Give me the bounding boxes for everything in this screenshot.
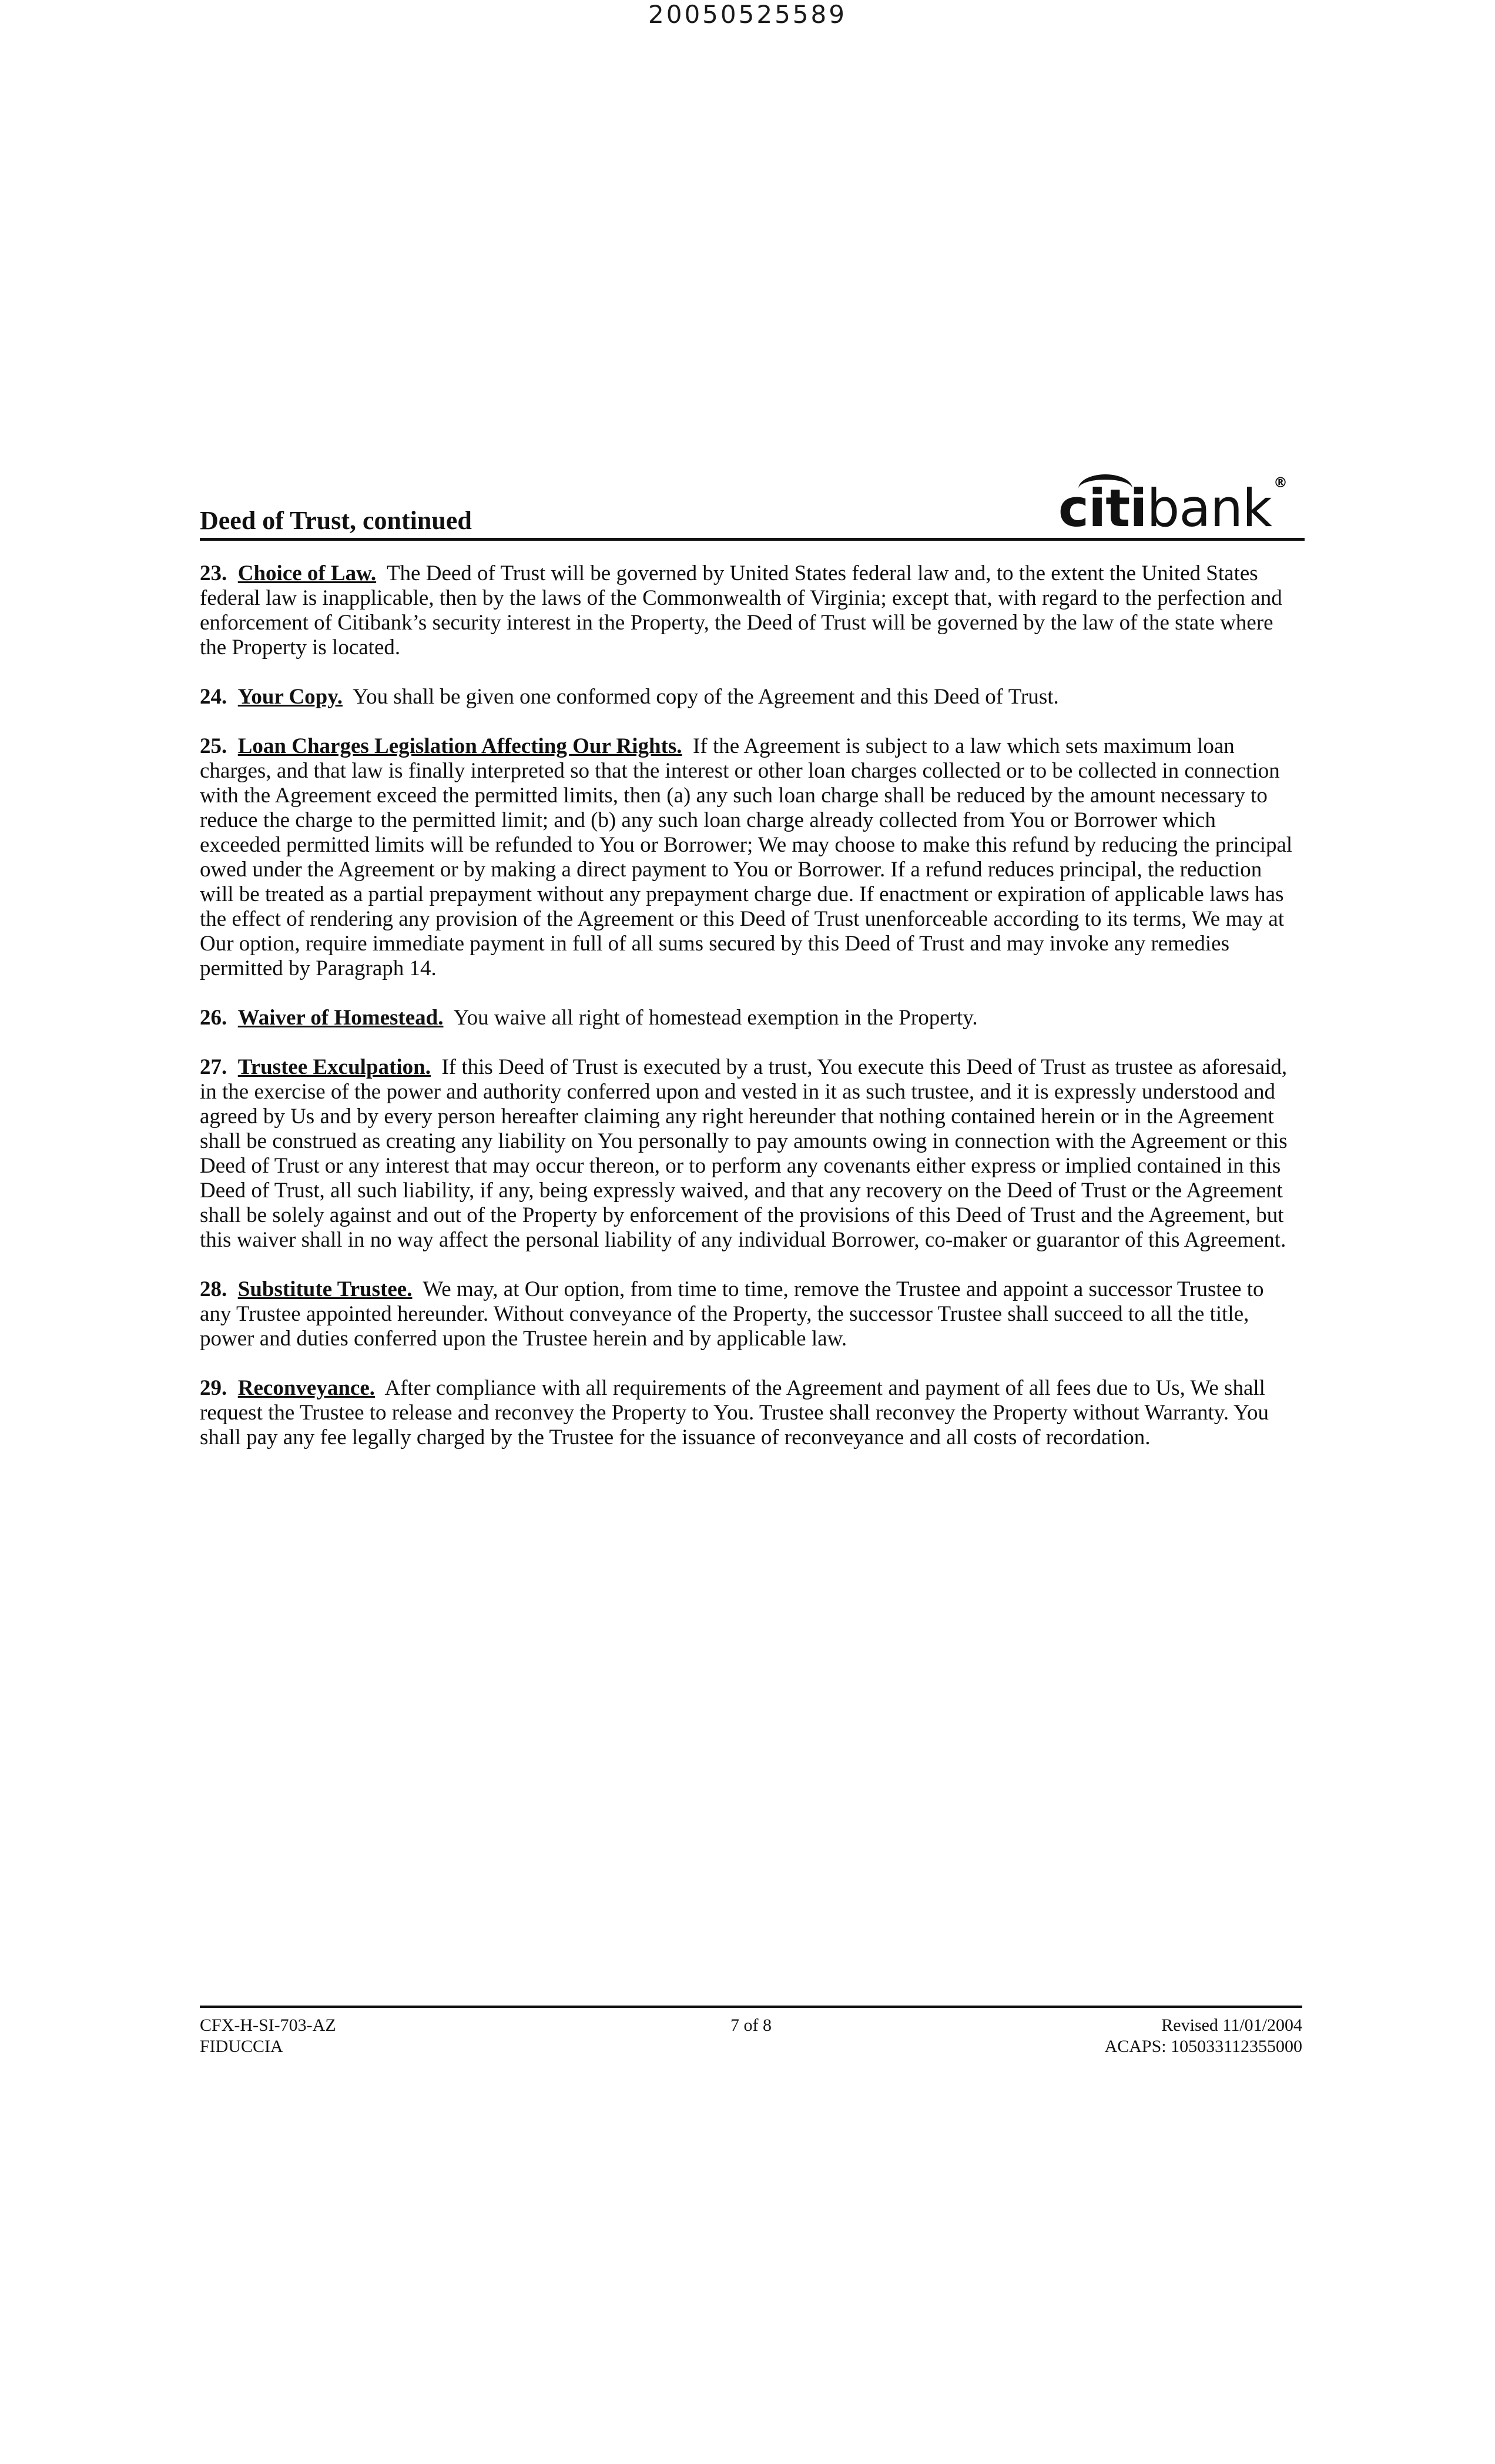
footer-revision-info — [1105, 2015, 1302, 2057]
revised-date: Revised 11/01/2004 — [1161, 2016, 1302, 2035]
paragraph-text: After compliance with all requirements of the Agreement and payment of all fees due to Us, We shall request the Trustee to release and reconvey the Property to You. Trustee shall reconvey the Property without Warranty. You shall pay any fee legally charged by the Trustee for the issuance of reconveyance and all costs of recordation. — [200, 1376, 1269, 1449]
paragraph-text: We may, at Our option, from time to time, remove the Trustee and appoint a successor Trustee to any Trustee appointed hereunder. Without conveyance of the Property, the successor Trustee shall succeed to all the title, power and duties conferred upon the Trustee herein and by applicable law. — [200, 1277, 1264, 1351]
form-code: CFX-H-SI-703-AZ — [200, 2016, 336, 2035]
paragraph-number: 23. — [200, 561, 227, 585]
paragraph-text: If this Deed of Trust is executed by a trust, You execute this Deed of Trust as trustee as aforesaid, in the exercise of the power and authority conferred upon and vested in it as such trustee, and it is expressly understood and agreed by Us and by every person hereafter claiming any right hereunder that nothing contained herein or in the Agreement shall be construed as creating any liability on You personally to pay amounts owing in connection with the Agreement or this Deed of Trust or any interest that may occur thereon, or to perform any covenants either express or implied contained in this Deed of Trust, all such liability, if any, being expressly waived, and that any recovery on the Deed of Trust or the Agreement shall be solely against and out of the Property by enforcement of the provisions of this Deed of Trust and the Agreement, but this waiver shall in no way affect the personal liability of any individual Borrower, co-maker or guarantor of this Agreement. — [200, 1055, 1288, 1252]
page-header — [200, 464, 1305, 541]
paragraph-23 — [200, 561, 1299, 660]
page-number: 7 of 8 — [730, 2016, 772, 2035]
paragraph-29 — [200, 1376, 1299, 1450]
paragraph-text: You waive all right of homestead exemption in the Property. — [453, 1006, 978, 1030]
paragraph-24 — [200, 685, 1299, 709]
document-number: 20050525589 — [648, 0, 847, 29]
paragraph-text: The Deed of Trust will be governed by United States federal law and, to the extent the United States federal law is inapplicable, then by the laws of the Commonwealth of Virginia; except that, with regard to the perfection and enforcement of Citibank’s security interest in the Property, the Deed of Trust will be governed by the law of the state where the Property is located. — [200, 561, 1282, 659]
page-footer — [200, 2006, 1302, 2061]
logo-bank: bank — [1147, 478, 1272, 538]
registered-mark: ® — [1273, 474, 1287, 491]
paragraph-28 — [200, 1277, 1299, 1351]
paragraph-number: 29. — [200, 1376, 227, 1400]
paragraph-text: If the Agreement is subject to a law which sets maximum loan charges, and that law is finally interpreted so that the interest or other loan charges collected or to be collected in connection with the Agreement exceed the permitted limits, then (a) any such loan charge shall be reduced by the amount necessary to reduce the charge to the permitted limit; and (b) any such loan charge already collected from You or Borrower which exceeded permitted limits will be refunded to You or Borrower; We may choose to make this refund by reducing the principal owed under the Agreement or by making a direct payment to You or Borrower. If a refund reduces principal, the reduction will be treated as a partial prepayment without any prepayment charge due. If enactment or expiration of applicable laws has the effect of rendering any provision of the Agreement or this Deed of Trust unenforceable according to its terms, We may at Our option, require immediate payment in full of all sums secured by this Deed of Trust and may invoke any remedies permitted by Paragraph 14. — [200, 734, 1293, 980]
paragraph-text: You shall be given one conformed copy of the Agreement and this Deed of Trust. — [353, 685, 1059, 709]
paragraph-number: 28. — [200, 1277, 227, 1301]
citibank-logo — [1058, 474, 1287, 538]
form-name: FIDUCCIA — [200, 2037, 283, 2056]
paragraph-number: 25. — [200, 734, 227, 758]
page-title: Deed of Trust, continued — [200, 506, 472, 535]
paragraph-heading: Loan Charges Legislation Affecting Our Rights. — [237, 734, 682, 758]
paragraph-number: 26. — [200, 1006, 227, 1030]
paragraph-26 — [200, 1006, 1299, 1030]
document-body — [200, 561, 1299, 1475]
paragraph-25 — [200, 734, 1299, 981]
paragraph-number: 24. — [200, 685, 227, 709]
paragraph-heading: Choice of Law. — [237, 561, 377, 585]
paragraph-heading: Substitute Trustee. — [237, 1277, 413, 1301]
acaps-number: ACAPS: 105033112355000 — [1104, 2037, 1302, 2056]
paragraph-heading: Trustee Exculpation. — [237, 1055, 431, 1079]
paragraph-27 — [200, 1055, 1299, 1253]
paragraph-heading: Reconveyance. — [237, 1376, 375, 1400]
logo-arc-icon — [1078, 474, 1132, 503]
paragraph-heading: Waiver of Homestead. — [237, 1006, 444, 1030]
paragraph-number: 27. — [200, 1055, 227, 1079]
paragraph-heading: Your Copy. — [237, 685, 343, 709]
logo-citi: citi — [1058, 478, 1147, 538]
